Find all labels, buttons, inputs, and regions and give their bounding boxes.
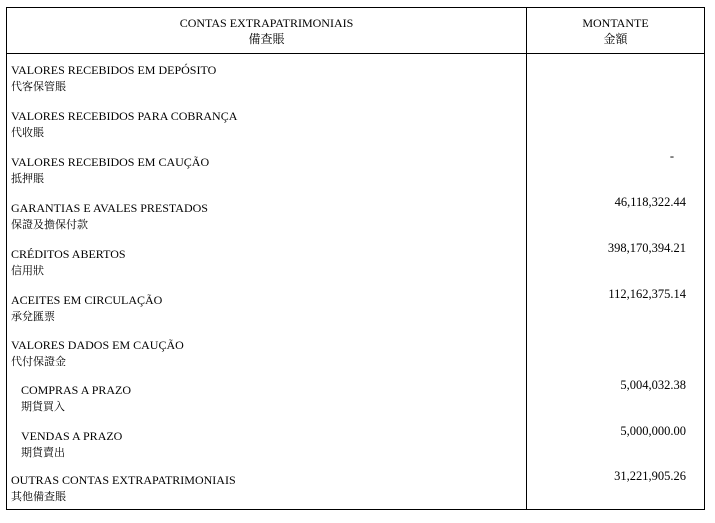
row-amount: 5,000,000.00 [620, 424, 686, 438]
row-amount: 112,162,375.14 [608, 287, 686, 301]
row-label-zh: 其他備查賬 [11, 491, 66, 503]
table-row [7, 149, 704, 200]
table-row [7, 337, 704, 383]
table-row [7, 378, 704, 428]
header-amount-zh: 金額 [603, 32, 628, 46]
table-row [7, 469, 704, 518]
row-amount: 46,118,322.44 [614, 195, 686, 209]
table-row [7, 62, 704, 108]
row-label [11, 246, 126, 280]
header-accounts-zh: 備查賬 [248, 32, 285, 46]
row-label-pt: ACEITES EM CIRCULAÇÃO [11, 293, 163, 307]
row-amount: 398,170,394.21 [607, 241, 686, 255]
row-amount: 31,221,905.26 [614, 469, 686, 483]
row-label-pt: OUTRAS CONTAS EXTRAPATRIMONIAIS [11, 473, 236, 487]
header-accounts-pt: CONTAS EXTRAPATRIMONIAIS [179, 16, 354, 30]
row-amount: 5,004,032.38 [620, 378, 686, 392]
table-row [7, 195, 704, 246]
row-label [21, 428, 122, 462]
row-label-zh: 代客保管賬 [11, 81, 66, 93]
row-label [11, 200, 208, 234]
table-row [7, 287, 704, 338]
row-label-zh: 保證及擔保付款 [11, 219, 88, 231]
header-accounts [7, 15, 526, 47]
row-label [11, 472, 236, 506]
off-balance-sheet-table [6, 7, 705, 510]
row-label-zh: 代收賬 [11, 127, 44, 139]
row-label [11, 292, 162, 326]
row-label [21, 382, 131, 416]
row-label [11, 154, 209, 188]
row-label [11, 108, 237, 142]
row-label-pt: CRÉDITOS ABERTOS [11, 247, 126, 261]
row-label-zh: 期貨賣出 [21, 447, 65, 459]
row-label-pt: VALORES RECEBIDOS EM DEPÓSITO [11, 63, 217, 77]
row-label-pt: VALORES DADOS EM CAUÇÃO [11, 338, 184, 352]
row-label-zh: 承兌匯票 [11, 311, 55, 323]
row-label [11, 337, 184, 371]
row-label-zh: 抵押賬 [11, 173, 44, 185]
row-label-pt: VENDAS A PRAZO [21, 429, 123, 443]
row-label-pt: VALORES RECEBIDOS EM CAUÇÃO [11, 155, 210, 169]
row-label-zh: 代付保證金 [11, 356, 66, 368]
row-label-zh: 信用狀 [11, 265, 44, 277]
table-header [7, 8, 704, 54]
header-amount-pt: MONTANTE [582, 16, 649, 30]
row-label [11, 62, 216, 96]
table-row [7, 424, 704, 474]
row-label-pt: VALORES RECEBIDOS PARA COBRANÇA [11, 109, 238, 123]
row-amount: - [669, 149, 674, 163]
row-label-pt: GARANTIAS E AVALES PRESTADOS [11, 201, 208, 215]
header-amount [527, 15, 704, 47]
table-row [7, 108, 704, 154]
row-label-zh: 期貨買入 [21, 401, 65, 413]
row-label-pt: COMPRAS A PRAZO [21, 383, 132, 397]
table-row [7, 241, 704, 292]
